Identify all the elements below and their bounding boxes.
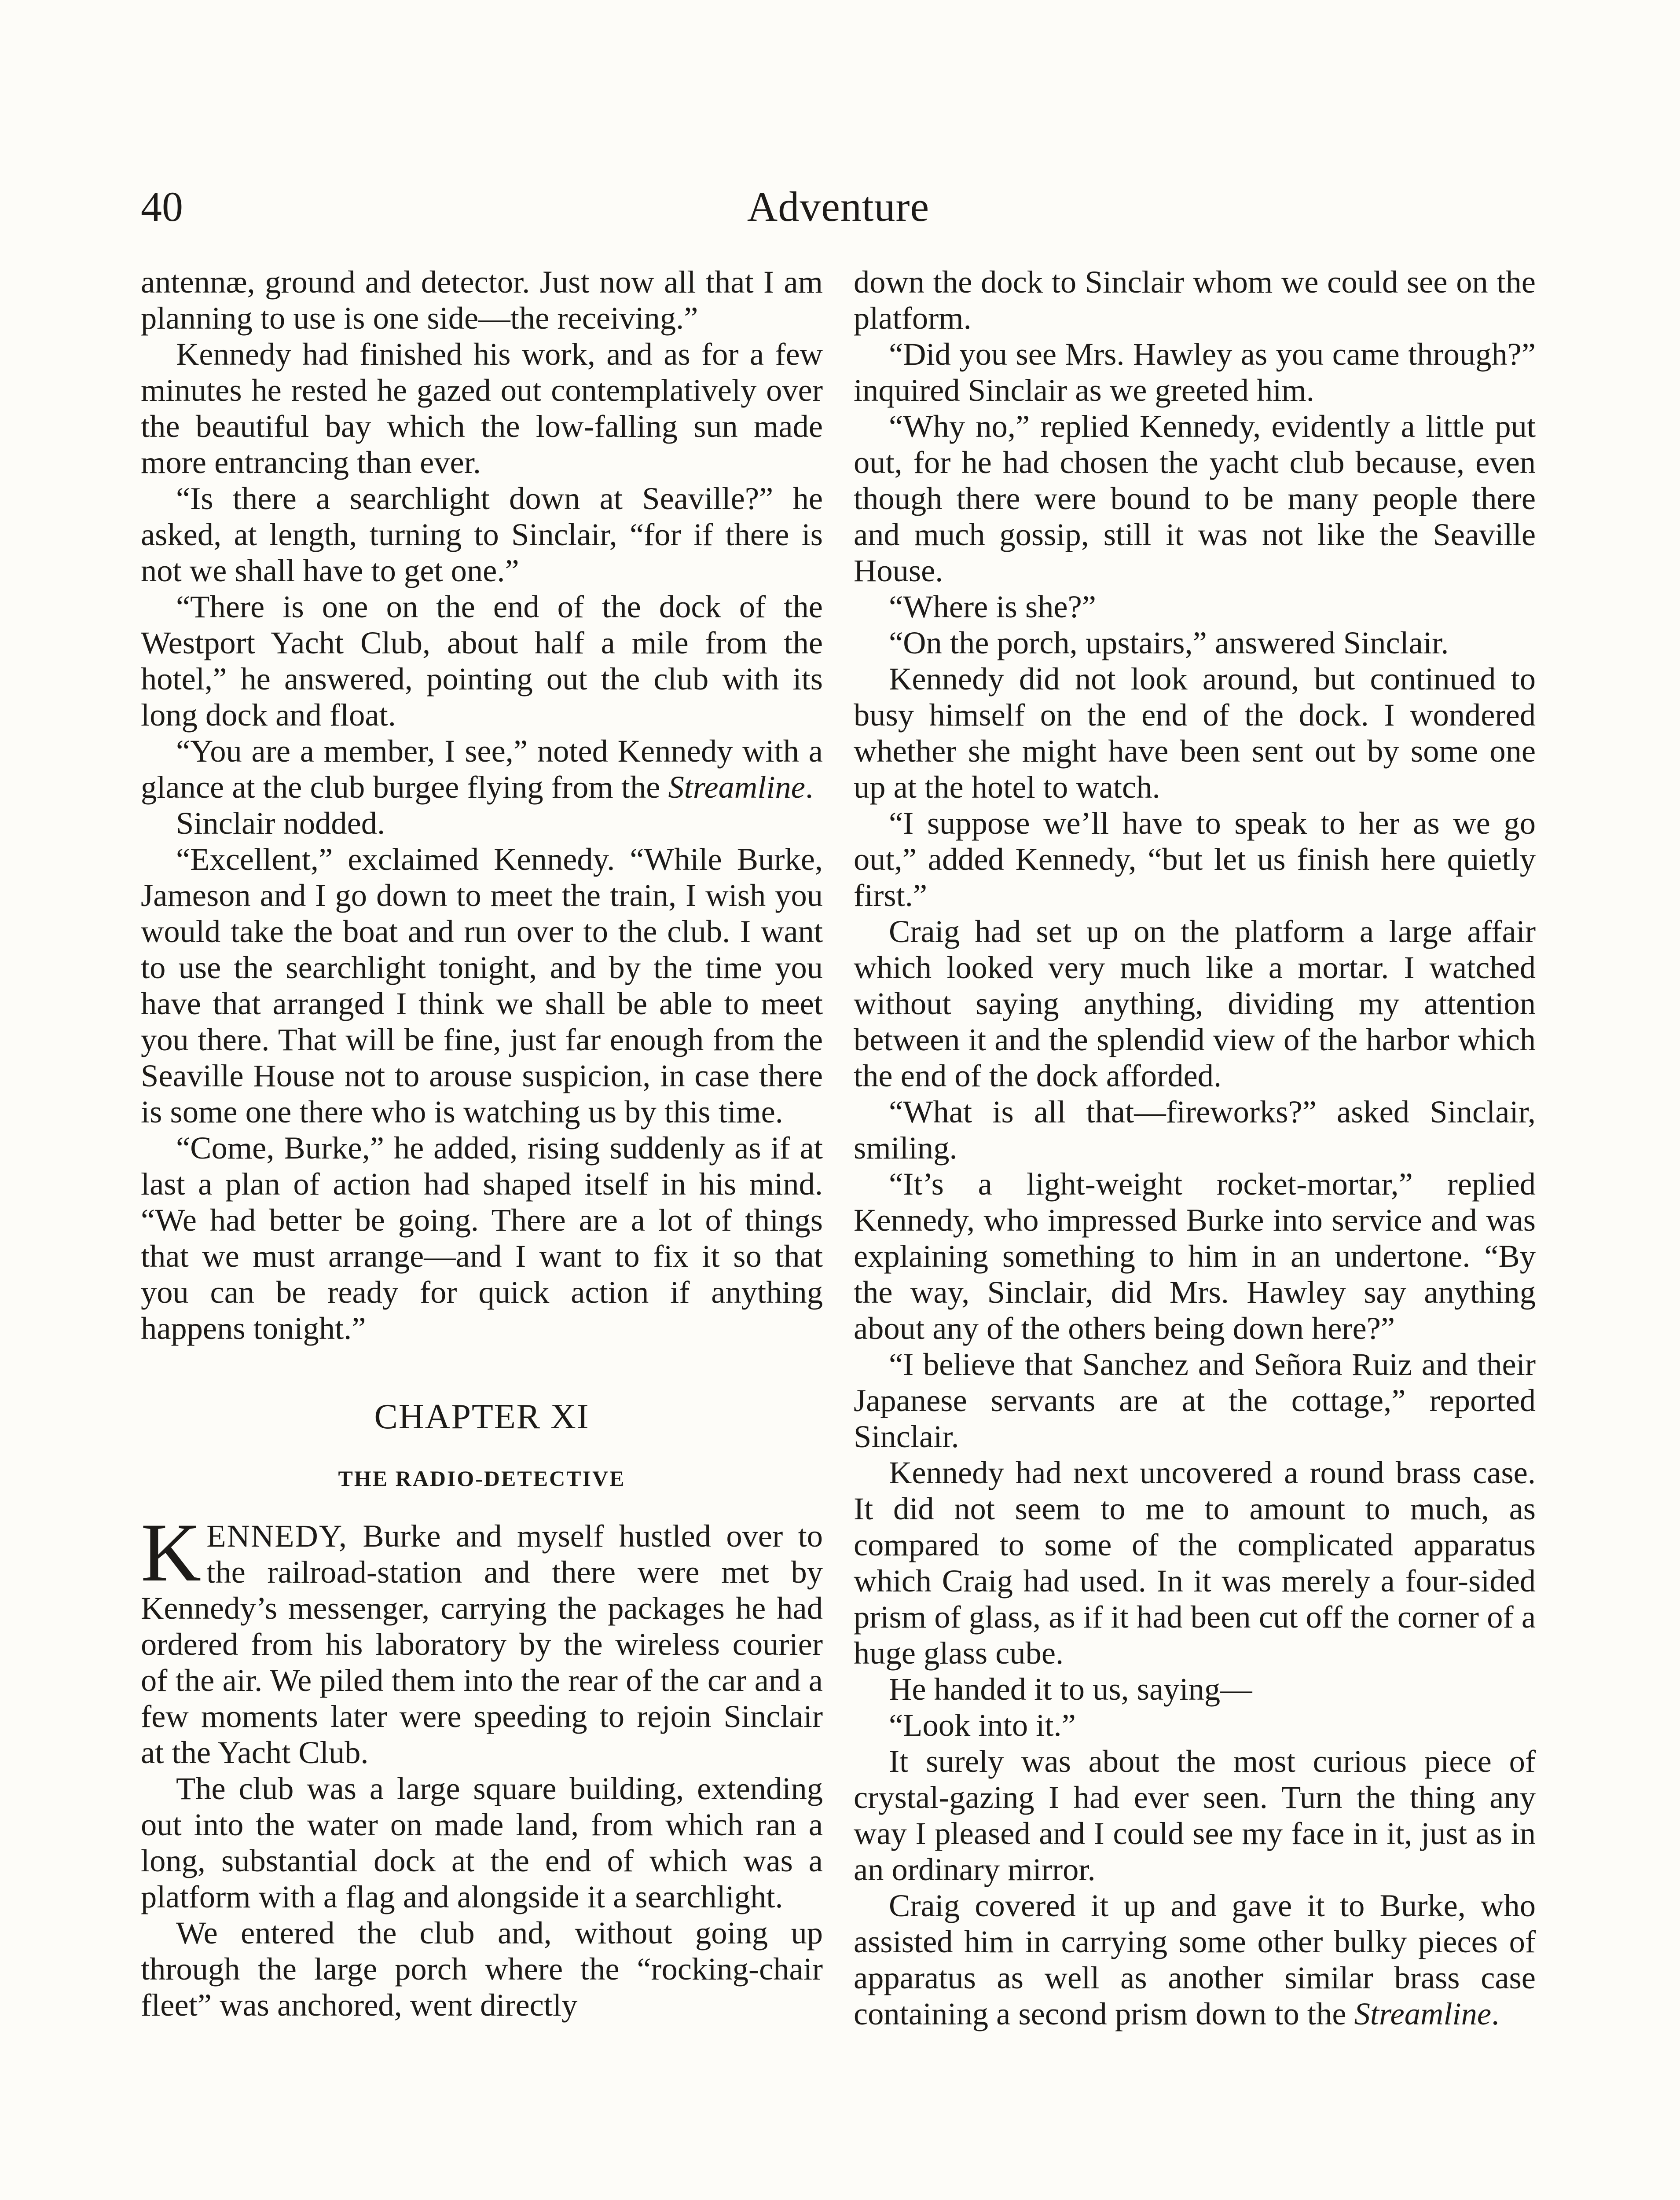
paragraph bbox=[141, 733, 823, 805]
text-run: “You are a member, I see,” noted Kennedy with a glance at the club burgee flying from the bbox=[141, 733, 823, 805]
paragraph bbox=[854, 1888, 1536, 2032]
paragraph: The club was a large square building, extending out into the water on made land, from which ran a long, substantial dock at the end of which was a platform with a flag and alongside it a searchlight. bbox=[141, 1771, 823, 1914]
paragraph: “I believe that Sanchez and Señora Ruiz and their Japanese servants are at the cottage,” reported Sinclair. bbox=[854, 1346, 1536, 1454]
paragraph: “There is one on the end of the dock of the Westport Yacht Club, about half a mile from the hotel,” he answered, pointing out the club with its long dock and float. bbox=[141, 589, 823, 733]
paragraph: “Come, Burke,” he added, rising suddenly as if at last a plan of action had shaped itself in his mind. “We had better be going. There are a lot of things that we must arrange—and I want to fix it so that you can be ready for quick action if anything happens tonight.” bbox=[141, 1130, 823, 1346]
paragraph: “Did you see Mrs. Hawley as you came through?” inquired Sinclair as we greeted him. bbox=[854, 336, 1536, 408]
paragraph: antennæ, ground and detector. Just now all that I am planning to use is one side—the receiving.” bbox=[141, 264, 823, 336]
paragraph: “Why no,” replied Kennedy, evidently a little put out, for he had chosen the yacht club because, even though there were bound to be many people there and much gossip, still it was not like the Seaville House. bbox=[854, 408, 1536, 588]
text-run: . bbox=[805, 769, 814, 805]
chapter-opening-paragraph bbox=[141, 1507, 823, 1771]
text-run: Craig covered it up and gave it to Burke, who assisted him in carrying some other bulky pieces of apparatus as well as another similar brass case containing a second prism down to the bbox=[854, 1888, 1536, 2031]
page-header bbox=[141, 174, 1536, 240]
paragraph: “Look into it.” bbox=[889, 1707, 1076, 1743]
chapter-subtitle: THE RADIO-DETECTIVE bbox=[338, 1466, 626, 1491]
text-run: . bbox=[1491, 1996, 1500, 2031]
paragraph: It surely was about the most curious piece of crystal-gazing I had ever seen. Turn the thing any way I pleased and I could see my face in it, just as in an ordinary mirror. bbox=[854, 1743, 1536, 1887]
paragraph: “Is there a searchlight down at Seaville?” he asked, at length, turning to Sinclair, “for if there is not we shall have to get one.” bbox=[141, 480, 823, 588]
ship-name: Streamline bbox=[1354, 1996, 1492, 2031]
page-number: 40 bbox=[141, 183, 183, 230]
paragraph: “Excellent,” exclaimed Kennedy. “While Burke, Jameson and I go down to meet the train, I wish you would take the boat and run over to the club. I want to use the searchlight tonight, and by the time you have that arranged I think we shall be able to meet you there. That will be fine, just far enough from the Seaville House not to arouse suspicion, in case there is some one there who is watching us by this time. bbox=[141, 841, 823, 1129]
paragraph: We entered the club and, without going up through the large porch where the “rocking-chair fleet” was anchored, went directly bbox=[141, 1915, 823, 2023]
paragraph: “I suppose we’ll have to speak to her as we go out,” added Kennedy, “but let us finish here quietly first.” bbox=[854, 805, 1536, 913]
paragraph: “Where is she?” bbox=[889, 589, 1096, 624]
right-column bbox=[854, 264, 1536, 2032]
paragraph: Kennedy had finished his work, and as for a few minutes he rested he gazed out contemplatively over the beautiful bay which the low-falling sun made more entrancing than ever. bbox=[141, 336, 823, 480]
paragraph: Sinclair nodded. bbox=[176, 805, 385, 841]
paragraph: Kennedy did not look around, but continued to busy himself on the end of the dock. I wondered whether she might have been sent out by some one up at the hotel to watch. bbox=[854, 661, 1536, 805]
drop-cap: K bbox=[141, 1507, 202, 1599]
running-title: Adventure bbox=[747, 183, 930, 230]
opening-caps: ENNEDY, bbox=[206, 1518, 348, 1554]
text-run: Burke and myself hustled over to the railroad-station and there were met by Kennedy’s messenger, carrying the packages he had ordered from his laboratory by the wireless courier of the air. We piled them into the rear of the car and a few moments later were speeding to rejoin Sinclair at the Yacht Club. bbox=[141, 1518, 823, 1770]
paragraph: Kennedy had next uncovered a round brass case. It did not seem to me to amount to much, as compared to some of the complicated apparatus which Craig had used. In it was merely a four-sided prism of glass, as if it had been cut off the corner of a huge glass cube. bbox=[854, 1455, 1536, 1671]
paragraph: down the dock to Sinclair whom we could see on the platform. bbox=[854, 264, 1536, 336]
paragraph: “On the porch, upstairs,” answered Sinclair. bbox=[889, 625, 1449, 660]
paragraph: “What is all that—fireworks?” asked Sinclair, smiling. bbox=[854, 1094, 1536, 1166]
paragraph: He handed it to us, saying— bbox=[889, 1671, 1252, 1707]
ship-name: Streamline bbox=[668, 769, 805, 805]
paragraph: “It’s a light-weight rocket-mortar,” replied Kennedy, who impressed Burke into service and was explaining something to him in an undertone. “By the way, Sinclair, did Mrs. Hawley say anything about any of the others being down here?” bbox=[854, 1166, 1536, 1346]
chapter-heading: CHAPTER XI bbox=[374, 1397, 590, 1436]
paragraph: Craig had set up on the platform a large affair which looked very much like a mortar. I watched without saying anything, dividing my attention between it and the splendid view of the harbor which the end of the dock afforded. bbox=[854, 913, 1536, 1093]
left-column bbox=[141, 264, 823, 2023]
